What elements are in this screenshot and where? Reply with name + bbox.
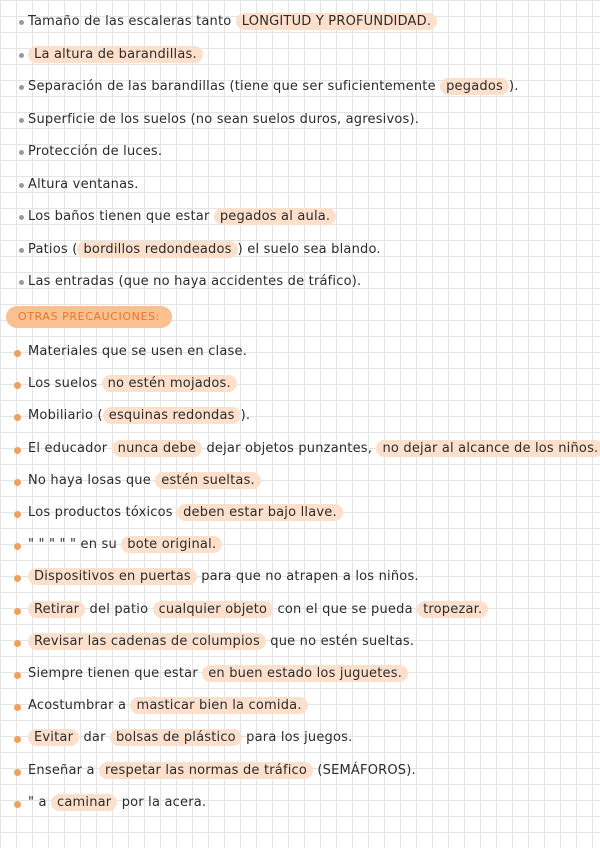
text-segment: " a xyxy=(28,794,52,810)
highlighted-text: no dejar al alcance de los niños. xyxy=(376,440,600,457)
list-item-text xyxy=(28,505,343,520)
highlighted-text: Revisar las cadenas de columpios xyxy=(28,633,266,650)
list-item xyxy=(0,696,600,722)
bullet-dot-icon xyxy=(19,118,24,123)
list-item-text xyxy=(28,795,206,810)
list-item-text xyxy=(28,112,419,127)
bullet-dot-icon xyxy=(14,672,21,679)
highlighted-text: pegados xyxy=(440,78,509,95)
list-item xyxy=(0,374,600,400)
text-segment: del patio xyxy=(85,601,153,617)
bullet-dot-icon xyxy=(19,248,24,253)
highlighted-text: deben estar bajo llave. xyxy=(177,504,343,521)
list-item-text xyxy=(28,473,261,488)
text-segment: Altura ventanas. xyxy=(28,176,139,192)
text-segment: por la acera. xyxy=(117,794,207,810)
highlighted-text: Evitar xyxy=(28,729,79,746)
text-segment: dar xyxy=(79,730,110,746)
list-item-text xyxy=(28,698,308,713)
list-item-text xyxy=(28,441,600,456)
bullet-dot-icon xyxy=(14,511,21,518)
bullet-dot-icon xyxy=(19,215,24,220)
text-segment: Acostumbrar a xyxy=(28,698,131,714)
highlighted-text: estén sueltas. xyxy=(155,472,261,489)
list-item-text xyxy=(28,408,250,423)
bullet-dot-icon xyxy=(14,769,21,776)
list-item xyxy=(0,110,600,136)
text-segment: ). xyxy=(240,408,251,424)
list-item xyxy=(0,761,600,787)
bullet-dot-icon xyxy=(14,640,21,647)
list-item xyxy=(0,272,600,298)
bullet-dot-icon xyxy=(14,801,21,808)
text-segment: para que no atrapen a los niños. xyxy=(196,569,419,585)
list-item-text xyxy=(28,634,414,649)
text-segment: Los baños tienen que estar xyxy=(28,209,214,224)
bullet-dot-icon xyxy=(19,85,24,90)
bullet-dot-icon xyxy=(14,575,21,582)
list-item xyxy=(0,240,600,266)
text-segment: Superficie de los suelos (no sean suelos duros, agresivos). xyxy=(28,111,420,127)
bullet-dot-icon xyxy=(14,736,21,743)
list-item-text xyxy=(28,763,416,778)
text-segment: El educador xyxy=(28,440,112,456)
list-item-text xyxy=(28,209,336,224)
list-item-text xyxy=(28,602,488,617)
list-item xyxy=(0,567,600,593)
text-segment: Los suelos xyxy=(28,376,102,392)
list-item xyxy=(0,535,600,561)
bullet-dot-icon xyxy=(14,704,21,711)
text-segment: " " " " " en su xyxy=(28,537,122,553)
text-segment: que no estén sueltas. xyxy=(265,633,415,649)
list-item-text xyxy=(28,79,519,94)
highlighted-text: La altura de barandillas. xyxy=(28,46,203,63)
highlighted-text: LONGITUD Y PROFUNDIDAD. xyxy=(236,13,437,30)
list-item xyxy=(0,600,600,626)
bullet-dot-icon xyxy=(14,608,21,615)
list-item xyxy=(0,728,600,754)
text-segment: Patios ( xyxy=(28,241,78,257)
bullet-dot-icon xyxy=(14,350,21,357)
text-segment: Separación de las barandillas (tiene que ser suficientemente xyxy=(28,79,441,94)
text-segment: Siempre tienen que estar xyxy=(28,666,203,681)
list-item-text xyxy=(28,274,361,289)
text-segment: para los juegos. xyxy=(241,730,353,746)
list-item xyxy=(0,664,600,690)
list-item-text xyxy=(28,730,352,745)
text-segment: ). xyxy=(508,79,519,94)
list-item xyxy=(0,12,600,38)
text-segment: Tamaño de las escaleras tanto xyxy=(28,14,236,29)
list-item-text xyxy=(28,666,408,681)
bullet-dot-icon xyxy=(19,150,24,155)
list-item-text xyxy=(28,376,237,391)
highlighted-text: tropezar. xyxy=(417,601,488,618)
text-segment: Enseñar a xyxy=(28,762,100,778)
highlighted-text: nunca debe xyxy=(112,440,202,457)
highlighted-text: en buen estado los juguetes. xyxy=(202,665,408,682)
list-item xyxy=(0,632,600,658)
text-segment: Los productos tóxicos xyxy=(28,505,178,520)
section-heading-otras-precauciones: OTRAS PRECAUCIONES: xyxy=(6,306,172,328)
highlighted-text: Retirar xyxy=(28,601,85,618)
list-item-text xyxy=(28,344,247,359)
bullet-dot-icon xyxy=(14,543,21,550)
list-item-text xyxy=(28,144,162,159)
list-item xyxy=(0,793,600,819)
bullet-dot-icon xyxy=(19,183,24,188)
highlighted-text: caminar xyxy=(51,794,117,811)
highlighted-text: cualquier objeto xyxy=(153,601,274,618)
bullet-dot-icon xyxy=(19,280,24,285)
highlighted-text: respetar las normas de tráfico xyxy=(99,762,313,779)
list-item xyxy=(0,471,600,497)
highlighted-text: bote original. xyxy=(121,536,222,553)
list-item xyxy=(0,406,600,432)
text-segment: con el que se pueda xyxy=(273,601,418,617)
list-item xyxy=(0,503,600,529)
text-segment: (SEMÁFOROS). xyxy=(313,762,416,778)
highlighted-text: bolsas de plástico xyxy=(110,729,242,746)
highlighted-text: masticar bien la comida. xyxy=(130,697,307,714)
text-segment: Las entradas (que no haya accidentes de tráfico). xyxy=(28,274,362,289)
bullet-dot-icon xyxy=(14,479,21,486)
text-segment: Materiales que se usen en clase. xyxy=(28,344,248,359)
text-segment: ) el suelo sea blando. xyxy=(237,241,381,257)
list-item-text xyxy=(28,47,203,62)
list-item-text xyxy=(28,177,139,192)
list-item-text xyxy=(28,14,437,29)
bullet-dot-icon xyxy=(14,382,21,389)
highlighted-text: no estén mojados. xyxy=(102,375,237,392)
list-item xyxy=(0,45,600,71)
bullet-dot-icon xyxy=(14,447,21,454)
highlighted-text: pegados al aula. xyxy=(214,208,336,225)
list-item-text xyxy=(28,242,381,257)
list-item xyxy=(0,207,600,233)
bullet-dot-icon xyxy=(19,53,24,58)
bullet-dot-icon xyxy=(19,20,24,25)
list-item-text xyxy=(28,569,419,584)
highlighted-text: esquinas redondas xyxy=(103,407,241,424)
list-item xyxy=(0,175,600,201)
text-segment: Protección de luces. xyxy=(28,144,163,159)
text-segment: dejar objetos punzantes, xyxy=(202,440,377,456)
list-item xyxy=(0,77,600,103)
list-item xyxy=(0,142,600,168)
bullet-dot-icon xyxy=(14,414,21,421)
list-item-text xyxy=(28,537,222,552)
highlighted-text: Dispositivos en puertas xyxy=(28,568,197,585)
list-item xyxy=(0,439,600,465)
list-item xyxy=(0,342,600,368)
text-segment: No haya losas que xyxy=(28,472,156,488)
text-segment: Mobiliario ( xyxy=(28,408,103,424)
highlighted-text: bordillos redondeados xyxy=(77,241,237,258)
